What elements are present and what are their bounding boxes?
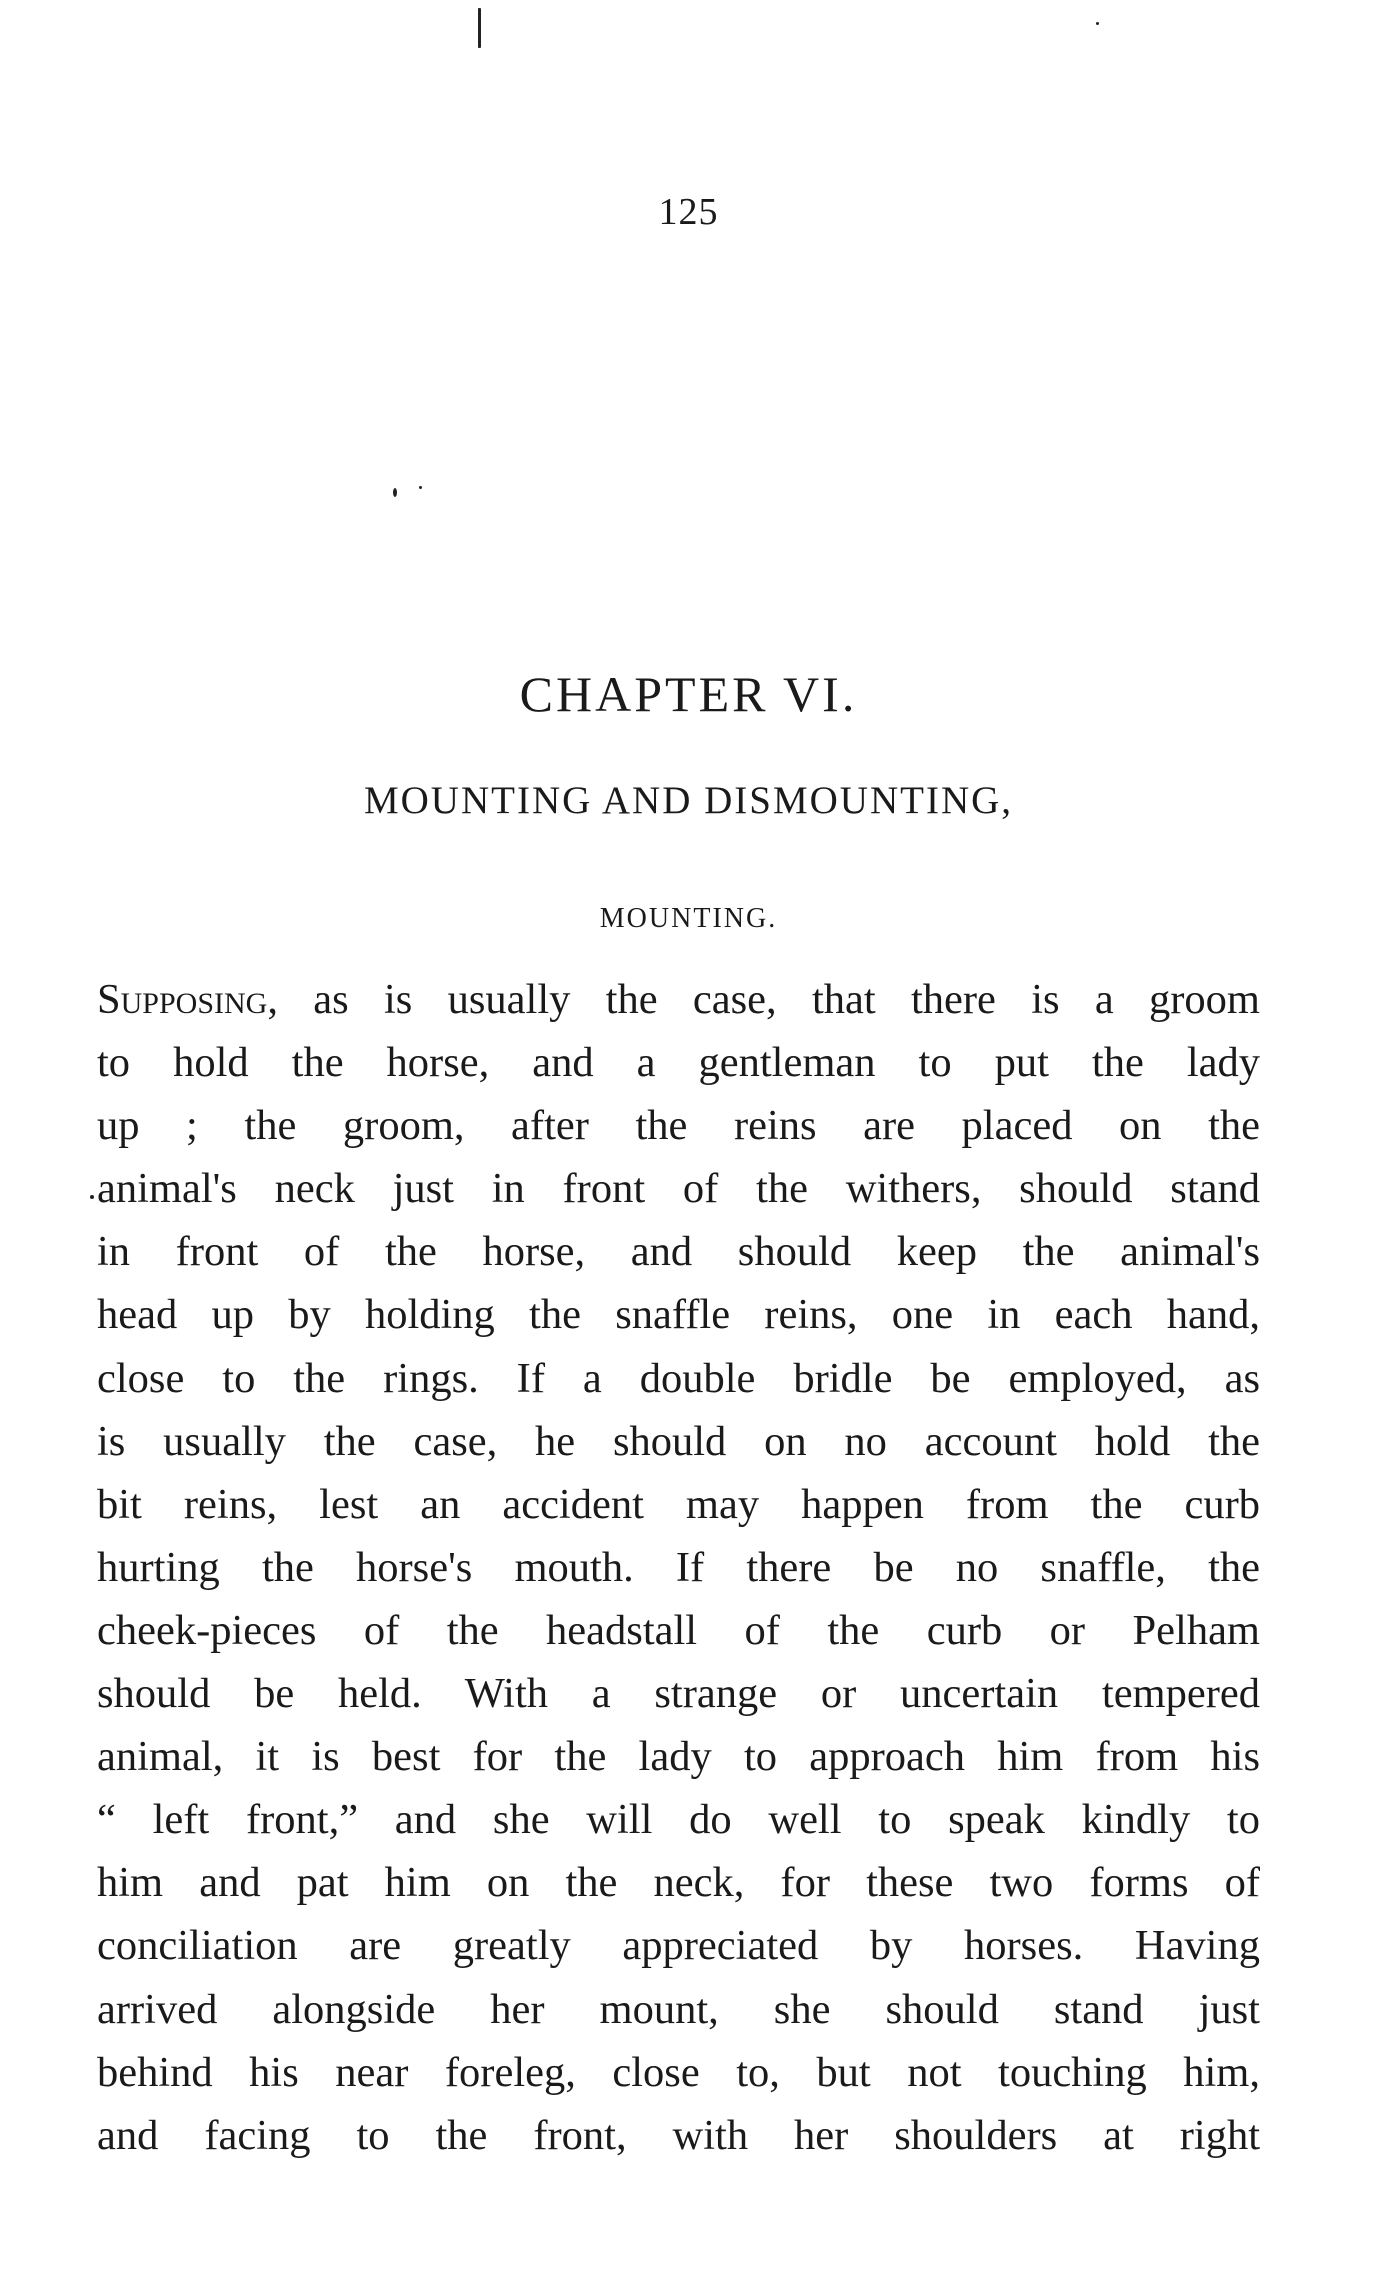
- text-line: him and pat him on the neck, for these two forms of: [97, 1859, 1260, 1907]
- text-line: arrived alongside her mount, she should stand just: [97, 1985, 1260, 2033]
- lead-word: Supposing,: [97, 976, 278, 1023]
- chapter-subtitle: MOUNTING AND DISMOUNTING,: [363, 779, 1014, 822]
- scan-speck: [419, 486, 422, 489]
- text-line: cheek-pieces of the headstall of the curb or Pelham: [97, 1606, 1260, 1654]
- body-paragraph: [97, 968, 1260, 2167]
- text-line: in front of the horse, and should keep the animal's: [97, 1228, 1260, 1276]
- text-line: is usually the case, he should on no account hold the: [97, 1417, 1260, 1465]
- text-line: to hold the horse, and a gentleman to put the lady: [97, 1039, 1260, 1087]
- line-remainder: as is usually the case, that there is a groom: [277, 976, 1260, 1023]
- scan-speck: [478, 8, 481, 48]
- text-line: should be held. With a strange or uncertain tempered: [97, 1670, 1260, 1718]
- page-number: 125: [658, 191, 719, 233]
- text-line: behind his near foreleg, close to, but not touching him,: [97, 2048, 1260, 2096]
- text-line: up ; the groom, after the reins are placed on the: [97, 1102, 1260, 1150]
- text-line: animal's neck just in front of the withers, should stand: [97, 1165, 1260, 1213]
- chapter-title: CHAPTER VI.: [519, 666, 858, 722]
- text-line: close to the rings. If a double bridle be employed, as: [97, 1354, 1260, 1402]
- text-line: hurting the horse's mouth. If there be no snaffle, the: [97, 1543, 1260, 1591]
- text-line: and facing to the front, with her shoulders at right: [97, 2111, 1260, 2159]
- scan-speck: [393, 488, 397, 497]
- text-line: “ left front,” and she will do well to speak kindly to: [97, 1796, 1260, 1844]
- text-line: [97, 968, 1260, 1031]
- text-line: head up by holding the snaffle reins, one in each hand,: [97, 1291, 1260, 1339]
- text-line: animal, it is best for the lady to approach him from his: [97, 1733, 1260, 1781]
- scan-speck: [1096, 22, 1099, 25]
- text-line: conciliation are greatly appreciated by horses. Having: [97, 1922, 1260, 1970]
- scan-speck: [90, 1195, 94, 1199]
- text-line: bit reins, lest an accident may happen from the curb: [97, 1480, 1260, 1528]
- section-heading: MOUNTING.: [599, 903, 778, 934]
